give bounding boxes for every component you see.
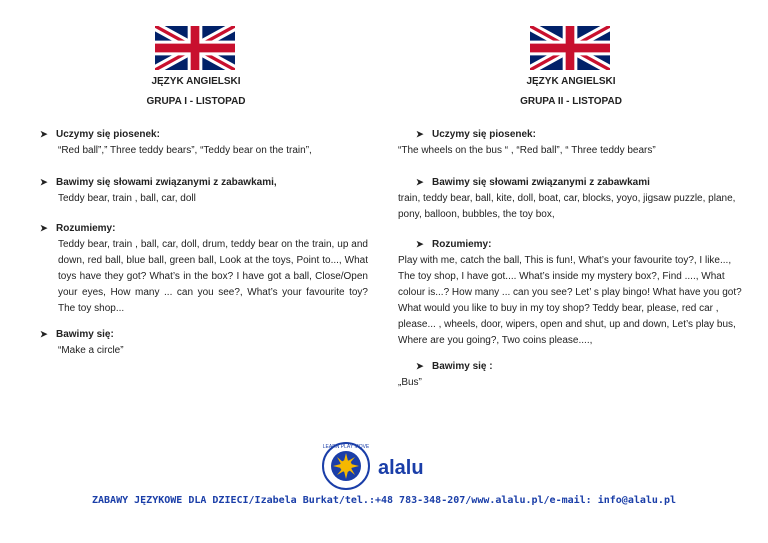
section-title: Rozumiemy: bbox=[432, 239, 492, 250]
arrow-bullet-icon: ➤ bbox=[416, 361, 424, 371]
section-body: “The wheels on the bus “ , “Red ball”, “ Three teddy bears” bbox=[398, 145, 656, 156]
right-section-words bbox=[398, 174, 743, 223]
arrow-bullet-icon: ➤ bbox=[416, 129, 424, 139]
left-section-play bbox=[40, 326, 368, 359]
section-body: Play with me, catch the ball, This is fun!, What’s your favourite toy?, I like..., The toy shop, I have got.... What’s inside my mystery box?, Find ...., What colour is...? How many ... can you see? Let’ s play bingo! What have you got? What would you like to buy in my toy shop? Teddy bear, please, red car , please... , wheels, door, wipers, open and shut, up and down, Let’s play bus, Where are you going?, Two coins please...., bbox=[398, 255, 742, 346]
section-body: train, teddy bear, ball, kite, doll, boat, car, blocks, yoyo, jigsaw puzzle, plane, pony, balloon, bubbles, the toy box, bbox=[398, 193, 736, 220]
arrow-bullet-icon: ➤ bbox=[40, 129, 48, 139]
section-title: Bawimy się słowami związanymi z zabawkami bbox=[432, 177, 650, 188]
section-body: “Red ball”,” Three teddy bears”, “Teddy bear on the train”, bbox=[58, 145, 312, 156]
section-body: “Make a circle” bbox=[58, 345, 124, 356]
left-heading-1: JĘZYK ANGIELSKI bbox=[151, 76, 241, 87]
right-section-play bbox=[398, 358, 743, 391]
section-body: „Bus” bbox=[398, 377, 422, 388]
right-section-songs bbox=[398, 126, 743, 159]
arrow-bullet-icon: ➤ bbox=[416, 177, 424, 187]
arrow-bullet-icon: ➤ bbox=[40, 329, 48, 339]
left-section-songs bbox=[40, 126, 368, 159]
arrow-bullet-icon: ➤ bbox=[416, 239, 424, 249]
arrow-bullet-icon: ➤ bbox=[40, 223, 48, 233]
section-title: Uczymy się piosenek: bbox=[56, 129, 160, 140]
section-title: Uczymy się piosenek: bbox=[432, 129, 536, 140]
section-title: Rozumiemy: bbox=[56, 223, 116, 234]
logo-name: alalu bbox=[378, 457, 424, 479]
section-title: Bawimy się: bbox=[56, 329, 114, 340]
arrow-bullet-icon: ➤ bbox=[40, 177, 48, 187]
section-body: Teddy bear, train , ball, car, doll bbox=[58, 193, 196, 204]
left-section-words bbox=[40, 174, 368, 207]
right-section-understand bbox=[398, 236, 743, 349]
logo-ring-text: LEARN PLAY MOVE bbox=[322, 444, 370, 450]
section-body: Teddy bear, train , ball, car, doll, drum, teddy bear on the train, up and down, red ball, blue ball, green ball, Look at the toys, Point to..., What toys have they got? What’s in the box? I have got a ball, Close/Open your eyes, How many ... can you see?, What’s your favourite toy? The toy shop... bbox=[58, 239, 368, 314]
section-title: Bawimy się : bbox=[432, 361, 493, 372]
right-heading-1: JĘZYK ANGIELSKI bbox=[526, 76, 616, 87]
footer-contact: ZABAWY JĘZYKOWE DLA DZIECI/Izabela Burkat/tel.:+48 783-348-207/www.alalu.pl/e-mail: info@alalu.pl bbox=[92, 495, 676, 506]
uk-flag-icon-left bbox=[155, 26, 235, 70]
uk-flag-icon-right bbox=[530, 26, 610, 70]
right-heading-2: GRUPA II - LISTOPAD bbox=[520, 96, 622, 107]
section-title: Bawimy się słowami związanymi z zabawkami, bbox=[56, 177, 277, 188]
left-section-understand bbox=[40, 220, 368, 317]
alalu-logo-icon bbox=[320, 440, 450, 492]
left-heading-2: GRUPA I - LISTOPAD bbox=[146, 96, 246, 107]
